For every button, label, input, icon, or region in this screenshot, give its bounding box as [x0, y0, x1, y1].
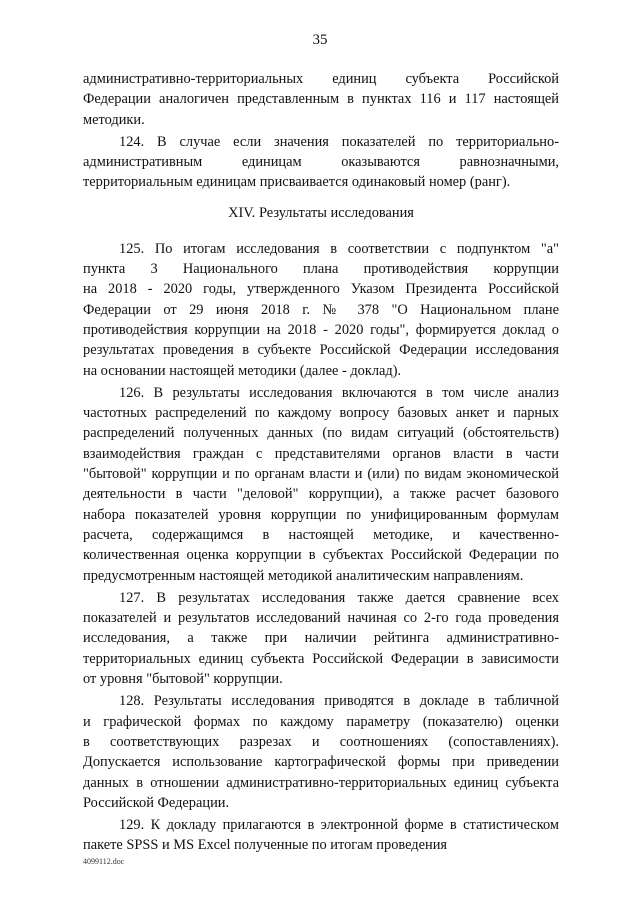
text-line: набора показателей уровня коррупции по унифицированным формулам — [83, 506, 559, 523]
text-line: территориальных единиц субъекта Российской Федерации в зависимости — [83, 650, 559, 667]
text-line: данных в отношении административно-территориальных единиц субъекта — [83, 774, 559, 791]
text-line: на 2018 - 2020 годы, утвержденного Указом Президента Российской — [83, 281, 559, 298]
text-line: 126. В результаты исследования включаются в том числе анализ — [119, 384, 559, 401]
text-line: на основании настоящей методики (далее - доклад). — [83, 362, 402, 379]
paragraph — [83, 132, 559, 193]
text-line: методики. — [83, 111, 145, 128]
text-line: от уровня "бытовой" коррупции. — [83, 671, 283, 688]
text-line: 129. К докладу прилагаются в электронной форме в статистическом — [119, 817, 559, 834]
text-line: 124. В случае если значения показателей по территориально- — [119, 133, 559, 150]
text-line: предусмотренным настоящей методикой аналитическим направлениям. — [83, 567, 524, 584]
text-line: распределений полученных данных (по видам ситуаций (обстоятельств) — [83, 425, 559, 442]
text-line: 127. В результатах исследования также дается сравнение всех — [119, 589, 559, 606]
text-line: пакете SPSS и MS Excel полученные по итогам проведения — [83, 837, 448, 854]
text-line: 125. По итогам исследования в соответствии с подпунктом "а" — [119, 240, 559, 257]
text-line: расчета, содержащимся в настоящей методике, и качественно- — [83, 526, 559, 543]
paragraph — [83, 815, 559, 856]
text-line: Федерации от 29 июня 2018 г. № 378 "О Национальном плане — [83, 301, 559, 318]
text-line: деятельности в части "деловой" коррупции), а также расчет базового — [83, 486, 559, 503]
text-line: пункта 3 Национального плана противодействия коррупции — [83, 261, 559, 278]
text-line: Допускается использование картографической формы при приведении — [83, 754, 559, 771]
text-line: "бытовой" коррупции и по органам власти и (или) по видам экономической — [83, 466, 559, 483]
text-line: Федерации аналогичен представленным в пунктах 116 и 117 настоящей — [83, 91, 559, 108]
text-line: территориальным единицам присваивается одинаковый номер (ранг). — [83, 174, 511, 191]
paragraph — [83, 588, 559, 689]
text-line: противодействия коррупции на 2018 - 2020 годы", формируется доклад о — [83, 321, 559, 338]
text-line: административным единицам оказываются равнозначными, — [83, 154, 559, 171]
text-line: административно-территориальных единиц субъекта Российской — [83, 71, 559, 87]
file-name-footer: 4099112.doc — [83, 857, 125, 866]
text-line: взаимодействия граждан с представителями органов власти в части — [83, 445, 559, 462]
text-line: результатах проведения в субъекте Российской Федерации исследования — [83, 342, 559, 359]
text-line: количественная оценка коррупции в субъектах Российской Федерации по — [83, 547, 559, 564]
paragraph — [83, 239, 559, 381]
paragraph — [83, 691, 559, 813]
paragraph — [83, 383, 559, 586]
text-line: показателей и результатов исследований начиная со 2-го года проведения — [83, 610, 559, 627]
text-line: Российской Федерации. — [83, 794, 230, 811]
text-line: и графической формах по каждому параметру (показателю) оценки — [83, 713, 559, 730]
page-number: 35 — [312, 32, 328, 48]
text-line: исследования, а также при наличии рейтинга административно- — [83, 630, 559, 647]
document-body — [83, 69, 559, 858]
text-line: в соответствующих разрезах и соотношениях (сопоставлениях). — [83, 733, 559, 750]
text-line: 128. Результаты исследования приводятся в докладе в табличной — [119, 693, 559, 710]
text-line: частотных распределений по каждому вопросу базовых анкет и парных — [83, 405, 559, 422]
section-heading: XIV. Результаты исследования — [228, 204, 414, 221]
paragraph — [83, 69, 559, 130]
